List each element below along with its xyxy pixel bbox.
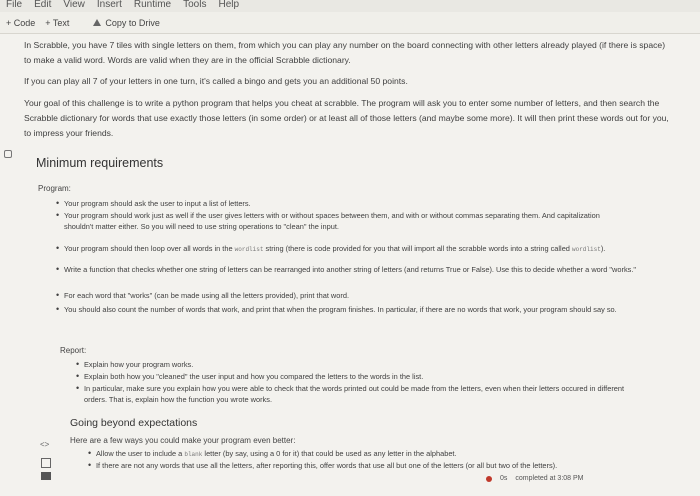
- copy-to-drive-button[interactable]: [93, 18, 160, 28]
- list-item: • Explain how your program works.: [84, 359, 644, 370]
- heading-min-req: Minimum requirements: [36, 156, 164, 170]
- exec-time: 0s: [500, 475, 508, 482]
- list-item: • For each word that "works" (can be made using all the letters provided), print that word.: [64, 290, 649, 301]
- label-report: Report:: [60, 346, 87, 355]
- code-blank: blank: [184, 451, 203, 458]
- b3-text-b: string (there is code provided for you that will import all the scrabble words into a string called: [265, 244, 570, 253]
- menu-edit[interactable]: Edit: [34, 0, 52, 10]
- menu-view[interactable]: View: [63, 0, 85, 10]
- add-text-button[interactable]: + Text: [45, 17, 70, 28]
- toolbar: [0, 12, 700, 34]
- b3-text-a: Your program should then loop over all words in the: [64, 244, 233, 253]
- code-wordlist-2: wordlist: [572, 246, 601, 253]
- list-item: • In particular, make sure you explain how you were able to check that the words printed out could be made from the letters, even when their letters occured in different orders. That is, explain how the function you wrote works.: [84, 383, 644, 405]
- list-item: [64, 243, 634, 255]
- drive-icon: [93, 19, 101, 26]
- terminal-icon[interactable]: [41, 472, 51, 480]
- code-wordlist: wordlist: [234, 246, 264, 253]
- text-cell[interactable]: [20, 34, 680, 496]
- menu-insert[interactable]: Insert: [96, 0, 122, 10]
- list-item: • Write a function that checks whether one string of letters can be rearranged into another string of letters (and returns True or False). Use this to decide whether a word "works.": [64, 264, 639, 275]
- add-code-button[interactable]: + Code: [6, 17, 36, 28]
- menu-bar: [0, 0, 700, 12]
- code-brackets-icon[interactable]: <>: [40, 440, 50, 449]
- menu-help[interactable]: Help: [218, 0, 240, 10]
- list-item: [96, 448, 656, 460]
- menu-file[interactable]: File: [6, 0, 23, 10]
- list-item: • You should also count the number of words that work, and print that when the program finishes. In particular, if there are no words that work, your program should say so.: [64, 304, 654, 315]
- table-icon[interactable]: [41, 458, 51, 468]
- paragraph-intro: In Scrabble, you have 7 tiles with single letters on them, from which you can play any number on the board connecting with other letters already played (if there is space) to make a valid word. Words are valid when they are in the official Scrabble dictionary.: [24, 40, 666, 65]
- heading-going-beyond: Going beyond expectations: [70, 417, 198, 429]
- b3-text-c: ).: [600, 244, 606, 253]
- copy-to-drive-label: Copy to Drive: [105, 17, 160, 28]
- list-item: • Your program should ask the user to input a list of letters.: [64, 198, 674, 209]
- rail-marker-icon[interactable]: [4, 150, 12, 158]
- completed-text: completed at 3:08 PM: [515, 475, 584, 482]
- g1-text-a: Allow the user to include a: [96, 449, 183, 458]
- menu-runtime[interactable]: Runtime: [133, 0, 172, 10]
- list-item: • Your program should work just as well if the user gives letters with or without spaces between them, and with or without commas separating them. And capitalization shouldn't matter either. So you will need to use string operations to "clean" the input.: [64, 210, 624, 232]
- g1-text-b: letter (by say, using a 0 for it) that could be used as any letter in the alphabet.: [204, 449, 457, 458]
- paragraph-improvements: Here are a few ways you could make your program even better:: [70, 436, 296, 445]
- paragraph-goal: Your goal of this challenge is to write a python program that helps you cheat at scrabble. The program will ask you to enter some number of letters, and then search the Scrabble dictionary for words that use exactly those letters (in some order) or at least all of those letters (and maybe some more). It will then print these words out for you, to impress your friends.: [24, 98, 669, 138]
- menu-tools[interactable]: Tools: [183, 0, 207, 10]
- status-dot-icon: [486, 476, 492, 482]
- cell-toolbar: [40, 440, 54, 490]
- list-item: • If there are not any words that use all the letters, after reporting this, offer words that use all but one of the letters (or all but two of the letters).: [96, 460, 636, 471]
- label-program: Program:: [38, 184, 71, 193]
- paragraph-bingo: If you can play all 7 of your letters in one turn, it's called a bingo and gets you an additional 50 points.: [24, 76, 408, 86]
- list-item: • Explain both how you "cleaned" the user input and how you compared the letters to the words in the list.: [84, 371, 644, 382]
- status-bar: [486, 475, 584, 482]
